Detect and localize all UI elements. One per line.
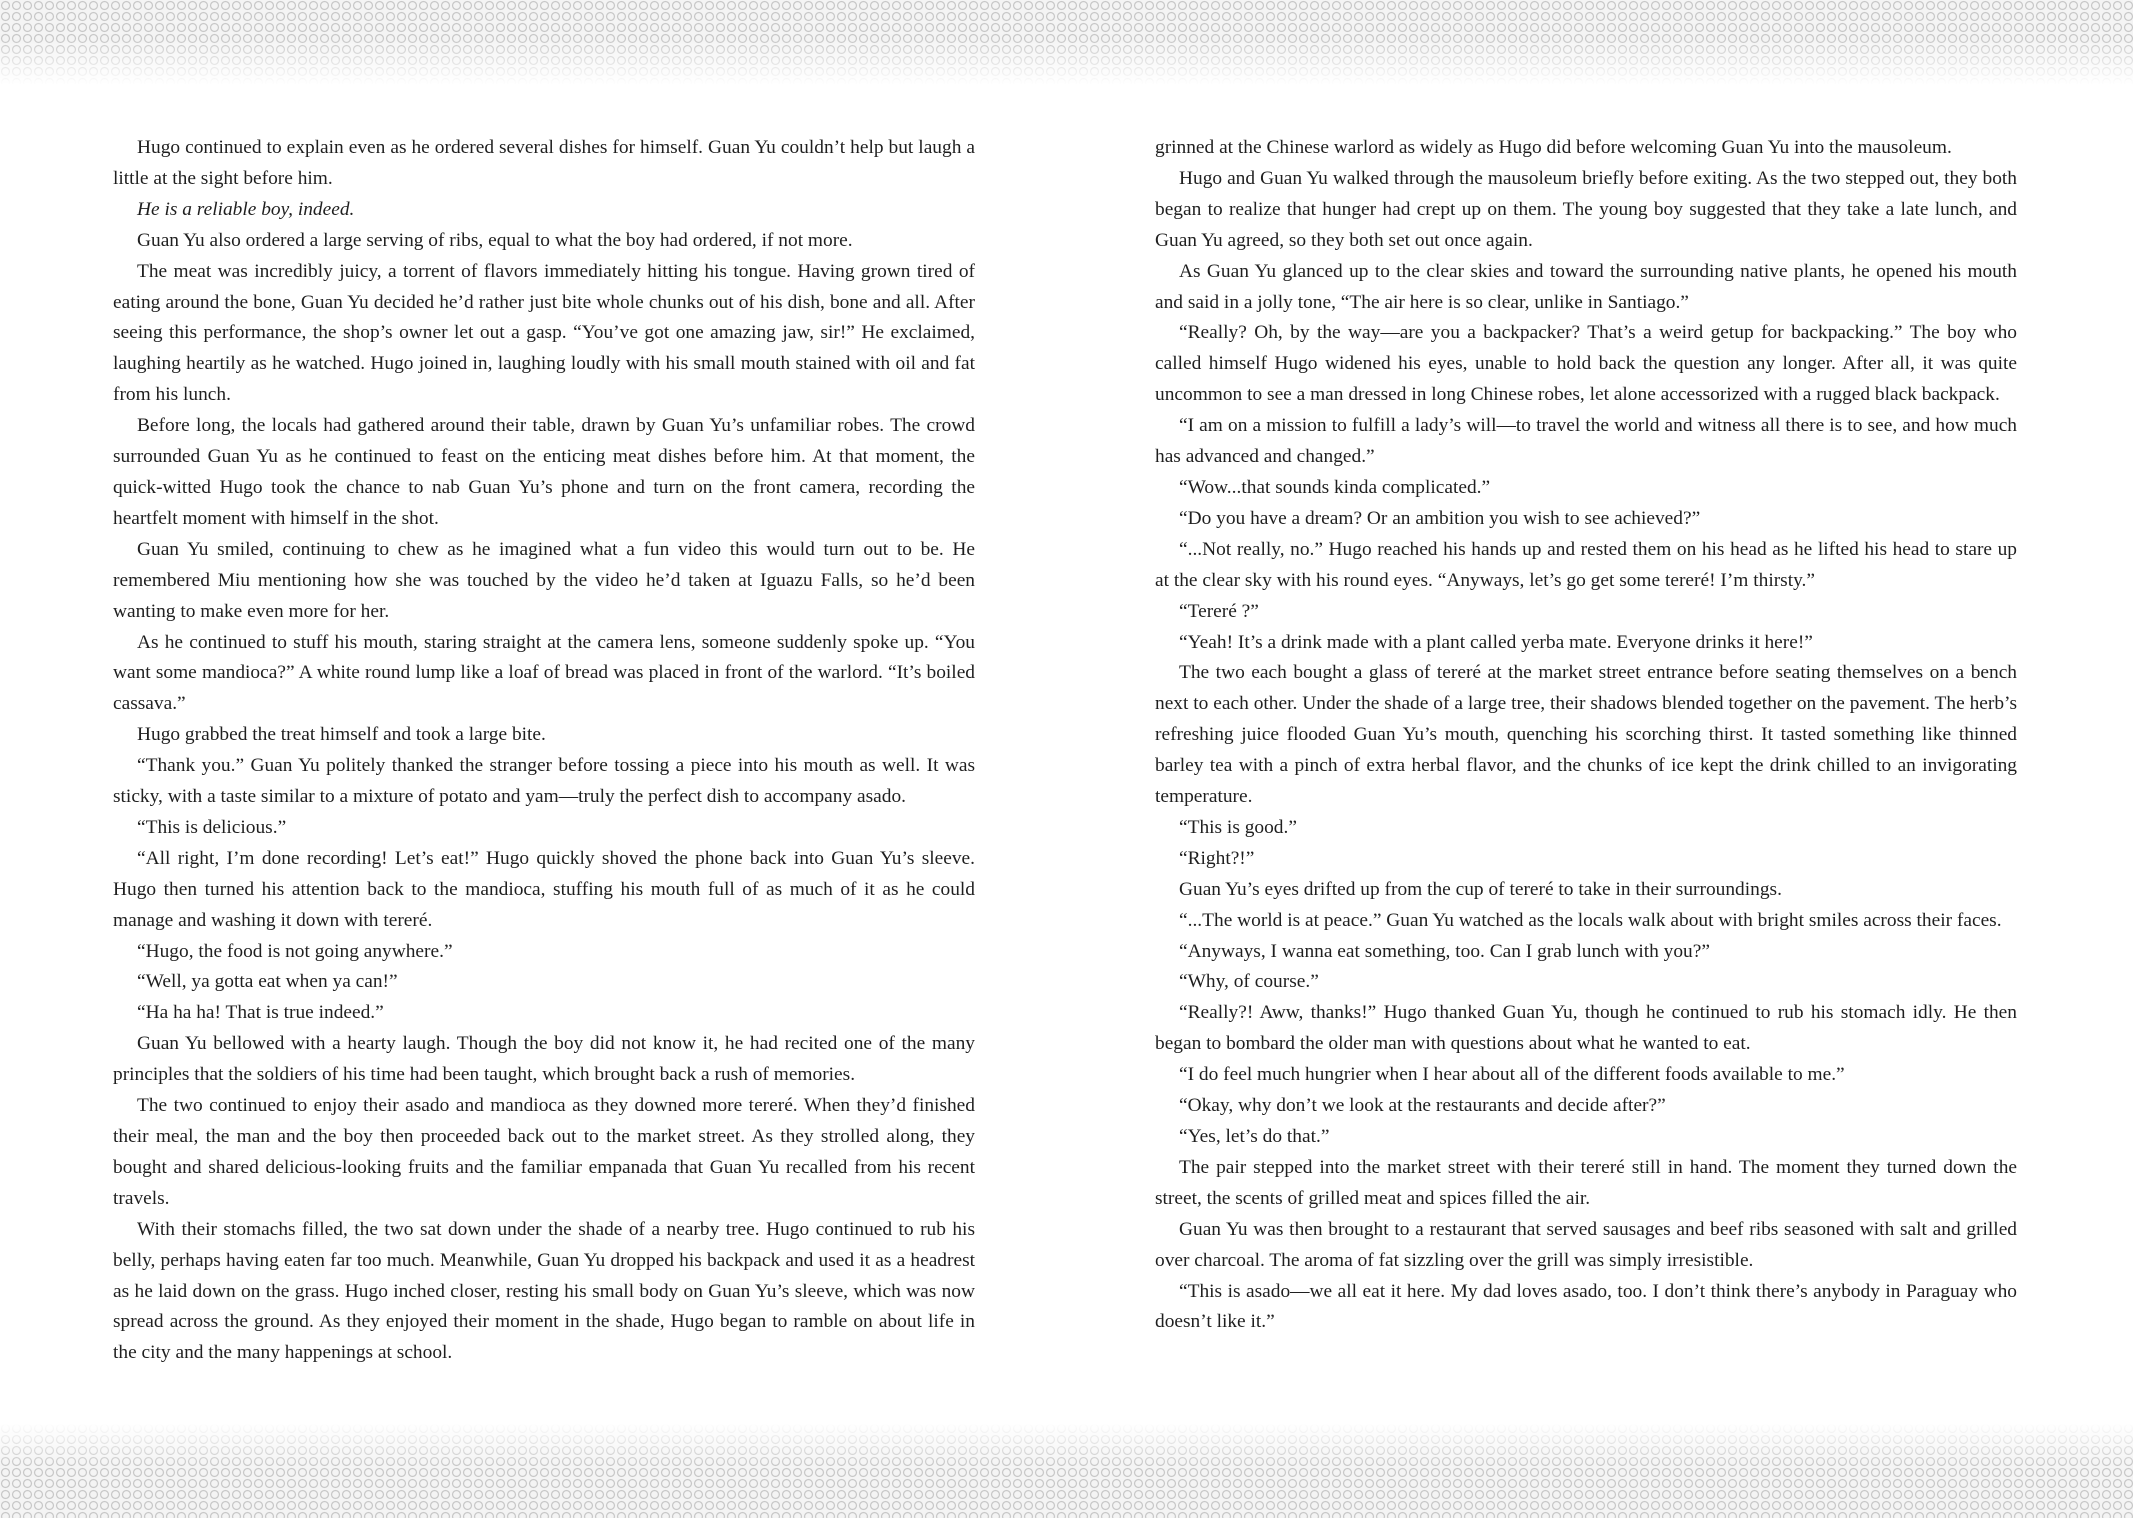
right-paragraph: “...Not really, no.” Hugo reached his hands up and rested them on his head as he lifted his head to stare up at the clear sky with his round eyes. “Anyways, let’s go get some tereré! I’m thirsty.” — [1155, 538, 2017, 591]
left-paragraph: “This is delicious.” — [137, 816, 287, 838]
right-paragraph: “Yeah! It’s a drink made with a plant called yerba mate. Everyone drinks it here!” — [1179, 631, 1813, 653]
right-paragraph: “Really? Oh, by the way—are you a backpacker? That’s a weird getup for backpacking.” The boy who called himself Hugo widened his eyes, unable to hold back the question any longer. After all, it was quite uncommon to see a man dressed in long Chinese robes, let alone accessorized with a rugged black backpack. — [1155, 322, 2017, 406]
left-paragraph: Guan Yu also ordered a large serving of ribs, equal to what the boy had ordered, if not more. — [137, 229, 853, 251]
right-paragraph: Guan Yu’s eyes drifted up from the cup of tereré to take in their surroundings. — [1179, 878, 1782, 900]
left-paragraph: The meat was incredibly juicy, a torrent of flavors immediately hitting his tongue. Having grown tired of eating around the bone, Guan Yu decided he’d rather just bite whole chunks out of his dish, bone and all. After seeing this performance, the shop’s owner let out a gasp. “You’ve got one amazing jaw, sir!” He exclaimed, laughing heartily as he watched. Hugo joined in, laughing loudly with his small mouth stained with oil and fat from his lunch. — [113, 260, 975, 406]
left-paragraph: Hugo grabbed the treat himself and took a large bite. — [137, 724, 546, 746]
right-paragraph: “...The world is at peace.” Guan Yu watched as the locals walk about with bright smiles across their faces. — [1179, 909, 2002, 931]
decorative-dot-band-top — [0, 0, 2133, 85]
left-paragraph-italic-thought: He is a reliable boy, indeed. — [137, 198, 355, 220]
right-paragraph: “Wow...that sounds kinda complicated.” — [1179, 476, 1491, 498]
right-paragraph: “Yes, let’s do that.” — [1179, 1126, 1330, 1147]
right-paragraph: “Really?! Aww, thanks!” Hugo thanked Guan Yu, though he continued to rub his stomach idly. He then began to bombard the older man with questions about what he wanted to eat. — [1155, 1002, 2017, 1055]
right-paragraph: The two each bought a glass of tereré at the market street entrance before seating themselves on a bench next to each other. Under the shade of a large tree, their shadows blended together on the pavement. The herb’s refreshing juice flooded Guan Yu’s mouth, quenching his scorching thirst. It tasted something like thinned barley tea with a pinch of extra herbal flavor, and the chunks of ice kept the drink chilled to an invigorating temperature. — [1155, 662, 2017, 808]
right-paragraph: “Why, of course.” — [1179, 971, 1319, 993]
right-paragraph: “This is asado—we all eat it here. My dad loves asado, too. I don’t think there’s anybody in Paraguay who doesn’t like it.” — [1155, 1280, 2017, 1333]
left-paragraph: “All right, I’m done recording! Let’s eat!” Hugo quickly shoved the phone back into Guan Yu’s sleeve. Hugo then turned his attention back to the mandioca, stuffing his mouth full of as much of it as he could manage and washing it down with tereré. — [113, 847, 975, 931]
right-paragraph: “Tereré ?” — [1179, 600, 1259, 622]
decorative-dot-band-bottom — [0, 1423, 2133, 1518]
right-paragraph: “Anyways, I wanna eat something, too. Can I grab lunch with you?” — [1179, 940, 1710, 962]
left-paragraph: The two continued to enjoy their asado and mandioca as they downed more tereré. When they’d finished their meal, the man and the boy then proceeded back out to the market street. As they strolled along, they bought and shared delicious-looking fruits and the familiar empanada that Guan Yu recalled from his recent travels. — [113, 1095, 975, 1209]
right-page-text-column — [1155, 133, 2017, 1338]
left-paragraph: Guan Yu smiled, continuing to chew as he imagined what a fun video this would turn out to be. He remembered Miu mentioning how she was touched by the video he’d taken at Iguazu Falls, so he’d been wanting to make even more for her. — [113, 538, 975, 622]
right-paragraph: “Right?!” — [1179, 847, 1255, 869]
right-paragraph: “I am on a mission to fulfill a lady’s will—to travel the world and witness all there is to see, and how much has advanced and changed.” — [1155, 415, 2017, 468]
right-paragraph-continuation: grinned at the Chinese warlord as widely as Hugo did before welcoming Guan Yu into the mausoleum. — [1155, 137, 1952, 158]
left-paragraph: As he continued to stuff his mouth, staring straight at the camera lens, someone suddenly spoke up. “You want some mandioca?” A white round lump like a loaf of bread was placed in front of the warlord. “It’s boiled cassava.” — [113, 631, 975, 715]
right-paragraph: “I do feel much hungrier when I hear about all of the different foods available to me.” — [1179, 1064, 1845, 1086]
right-paragraph: The pair stepped into the market street with their tereré still in hand. The moment they turned down the street, the scents of grilled meat and spices filled the air. — [1155, 1156, 2017, 1209]
left-paragraph: With their stomachs filled, the two sat down under the shade of a nearby tree. Hugo continued to rub his belly, perhaps having eaten far too much. Meanwhile, Guan Yu dropped his backpack and used it as a headrest as he laid down on the grass. Hugo inched closer, resting his small body on Guan Yu’s sleeve, which was now spread across the ground. As they enjoyed their moment in the shade, Hugo began to ramble on about life in the city and the many happenings at school. — [113, 1218, 975, 1364]
left-page-text-column — [113, 133, 975, 1369]
left-paragraph: “Hugo, the food is not going anywhere.” — [137, 940, 453, 962]
left-paragraph: Guan Yu bellowed with a hearty laugh. Though the boy did not know it, he had recited one of the many principles that the soldiers of his time had been taught, which brought back a rush of memories. — [113, 1033, 975, 1086]
right-paragraph: “Do you have a dream? Or an ambition you wish to see achieved?” — [1179, 507, 1701, 529]
right-paragraph: Guan Yu was then brought to a restaurant that served sausages and beef ribs seasoned with salt and grilled over charcoal. The aroma of fat sizzling over the grill was simply irresistible. — [1155, 1218, 2017, 1271]
right-paragraph: Hugo and Guan Yu walked through the mausoleum briefly before exiting. As the two stepped out, they both began to realize that hunger had crept up on them. The young boy suggested that they take a late lunch, and Guan Yu agreed, so they both set out once again. — [1155, 167, 2017, 251]
left-paragraph: Hugo continued to explain even as he ordered several dishes for himself. Guan Yu couldn’t help but laugh a little at the sight before him. — [113, 137, 975, 189]
right-paragraph: “Okay, why don’t we look at the restaurants and decide after?” — [1179, 1095, 1666, 1117]
right-paragraph: “This is good.” — [1179, 816, 1297, 838]
left-paragraph: “Thank you.” Guan Yu politely thanked the stranger before tossing a piece into his mouth as well. It was sticky, with a taste similar to a mixture of potato and yam—truly the perfect dish to accompany asado. — [113, 755, 975, 808]
left-paragraph: “Ha ha ha! That is true indeed.” — [137, 1002, 384, 1024]
right-paragraph: As Guan Yu glanced up to the clear skies and toward the surrounding native plants, he opened his mouth and said in a jolly tone, “The air here is so clear, unlike in Santiago.” — [1155, 260, 2017, 313]
left-paragraph: “Well, ya gotta eat when ya can!” — [137, 971, 398, 993]
left-paragraph: Before long, the locals had gathered around their table, drawn by Guan Yu’s unfamiliar robes. The crowd surrounded Guan Yu as he continued to feast on the enticing meat dishes before him. At that moment, the quick-witted Hugo took the chance to nab Guan Yu’s phone and turn on the front camera, recording the heartfelt moment with himself in the shot. — [113, 415, 975, 529]
